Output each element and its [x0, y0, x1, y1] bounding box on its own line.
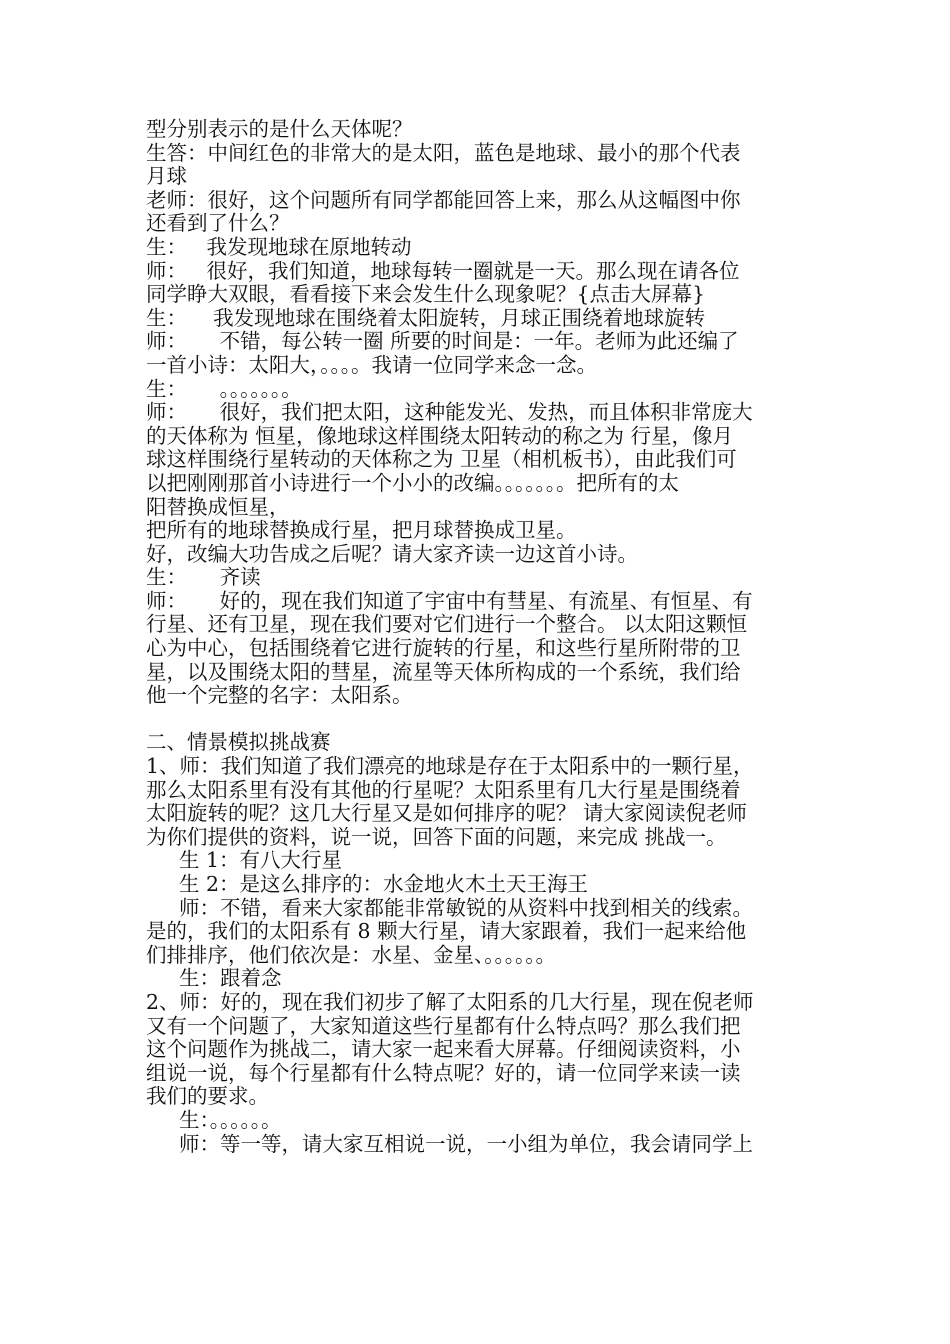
text-line: 是的，我们的太阳系有 8 颗大行星，请大家跟着，我们一起来给他: [146, 919, 747, 944]
text-line: 师： 很好，我们知道，地球每转一圈就是一天。那么现在请各位: [146, 258, 740, 283]
text-line: 心为中心，包括围绕着它进行旋转的行星，和这些行星所附带的卫: [146, 636, 741, 661]
text-line: 他一个完整的名字：太阳系。: [146, 683, 413, 708]
text-line-indented: 师：不错，看来大家都能非常敏锐的从资料中找到相关的线索。: [179, 895, 753, 920]
text-line: 球这样围绕行星转动的天体称之为 卫星（相机板书），由此我们可: [146, 447, 737, 472]
text-line: 1、师：我们知道了我们漂亮的地球是存在于太阳系中的一颗行星，: [146, 754, 754, 779]
text-line: 组说一说，每个行星都有什么特点呢？好的，请一位同学来读一读: [146, 1060, 741, 1085]
text-line-indented: 生 1：有八大行星: [179, 848, 343, 873]
text-line: 星，以及围绕太阳的彗星，流星等天体所构成的一个系统，我们给: [146, 659, 741, 684]
paragraph-gap: [146, 708, 811, 732]
text-line: 生答：中间红色的非常大的是太阳，蓝色是地球、最小的那个代表: [146, 140, 741, 165]
document-page: [146, 118, 811, 1156]
text-line: 生： 。。。。。。。: [146, 376, 302, 401]
dialogue-part-one: [146, 118, 811, 708]
text-line: 们排排序，他们依次是：水星、金星、。。。。。。: [146, 942, 556, 967]
text-line: 生： 齐读: [146, 565, 261, 590]
text-line: 月球: [146, 164, 187, 189]
text-line: 同学睁大双眼，看看接下来会发生什么现象呢？{点击大屏幕}: [146, 282, 706, 307]
text-line: 师： 好的，现在我们知道了宇宙中有彗星、有流星、有恒星、有: [146, 588, 753, 613]
text-line: 好，改编大功告成之后呢？请大家齐读一边这首小诗。: [146, 541, 638, 566]
text-line: 师： 很好，我们把太阳，这种能发光、发热，而且体积非常庞大: [146, 400, 753, 425]
text-line: 太阳旋转的呢？这几大行星又是如何排序的呢？ 请大家阅读倪老师: [146, 801, 748, 826]
text-line: 阳替换成恒星，: [146, 494, 290, 519]
text-line: 还看到了什么？: [146, 211, 290, 236]
text-line: 生： 我发现地球在原地转动: [146, 234, 412, 259]
text-line: 师： 不错，每公转一圈 所要的时间是：一年。老师为此还编了: [146, 329, 739, 354]
text-line: 我们的要求。: [146, 1084, 269, 1109]
text-line: 生： 我发现地球在围绕着太阳旋转，月球正围绕着地球旋转: [146, 305, 706, 330]
text-line: 那么太阳系里有没有其他的行星呢？太阳系里有几大行星是围绕着: [146, 777, 741, 802]
text-line: 老师：很好，这个问题所有同学都能回答上来，那么从这幅图中你: [146, 187, 741, 212]
text-line: 行星、还有卫星，现在我们要对它们进行一个整合。 以太阳这颗恒: [146, 612, 748, 637]
text-line-indented: 师：等一等，请大家互相说一说，一小组为单位，我会请同学上: [179, 1131, 753, 1156]
text-line-indented: 生：。。。。。。: [179, 1107, 282, 1132]
text-line-indented: 生：跟着念: [179, 966, 282, 991]
text-line: 把所有的地球替换成行星，把月球替换成卫星。: [146, 518, 577, 543]
text-line: 一首小诗：太阳大，。。。。我请一位同学来念一念。: [146, 352, 597, 377]
text-line: 以把刚刚那首小诗进行一个小小的改编。。。。。。。把所有的太: [146, 470, 679, 495]
text-line: 2、师：好的，现在我们初步了解了太阳系的几大行星，现在倪老师: [146, 989, 754, 1014]
section-title: 二、情景模拟挑战赛: [146, 730, 331, 755]
text-line: 的天体称为 恒星，像地球这样围绕太阳转动的称之为 行星，像月: [146, 423, 734, 448]
dialogue-part-two: [146, 755, 811, 1156]
text-line: 这个问题作为挑战二，请大家一起来看大屏幕。仔细阅读资料，小: [146, 1037, 741, 1062]
text-line: 型分别表示的是什么天体呢？: [146, 117, 413, 141]
text-line-indented: 生 2：是这么排序的：水金地火木土天王海王: [179, 872, 589, 896]
text-line: 又有一个问题了，大家知道这些行星都有什么特点吗？那么我们把: [146, 1013, 741, 1038]
text-line: 为你们提供的资料，说一说，回答下面的问题，来完成 挑战一。: [146, 824, 727, 849]
